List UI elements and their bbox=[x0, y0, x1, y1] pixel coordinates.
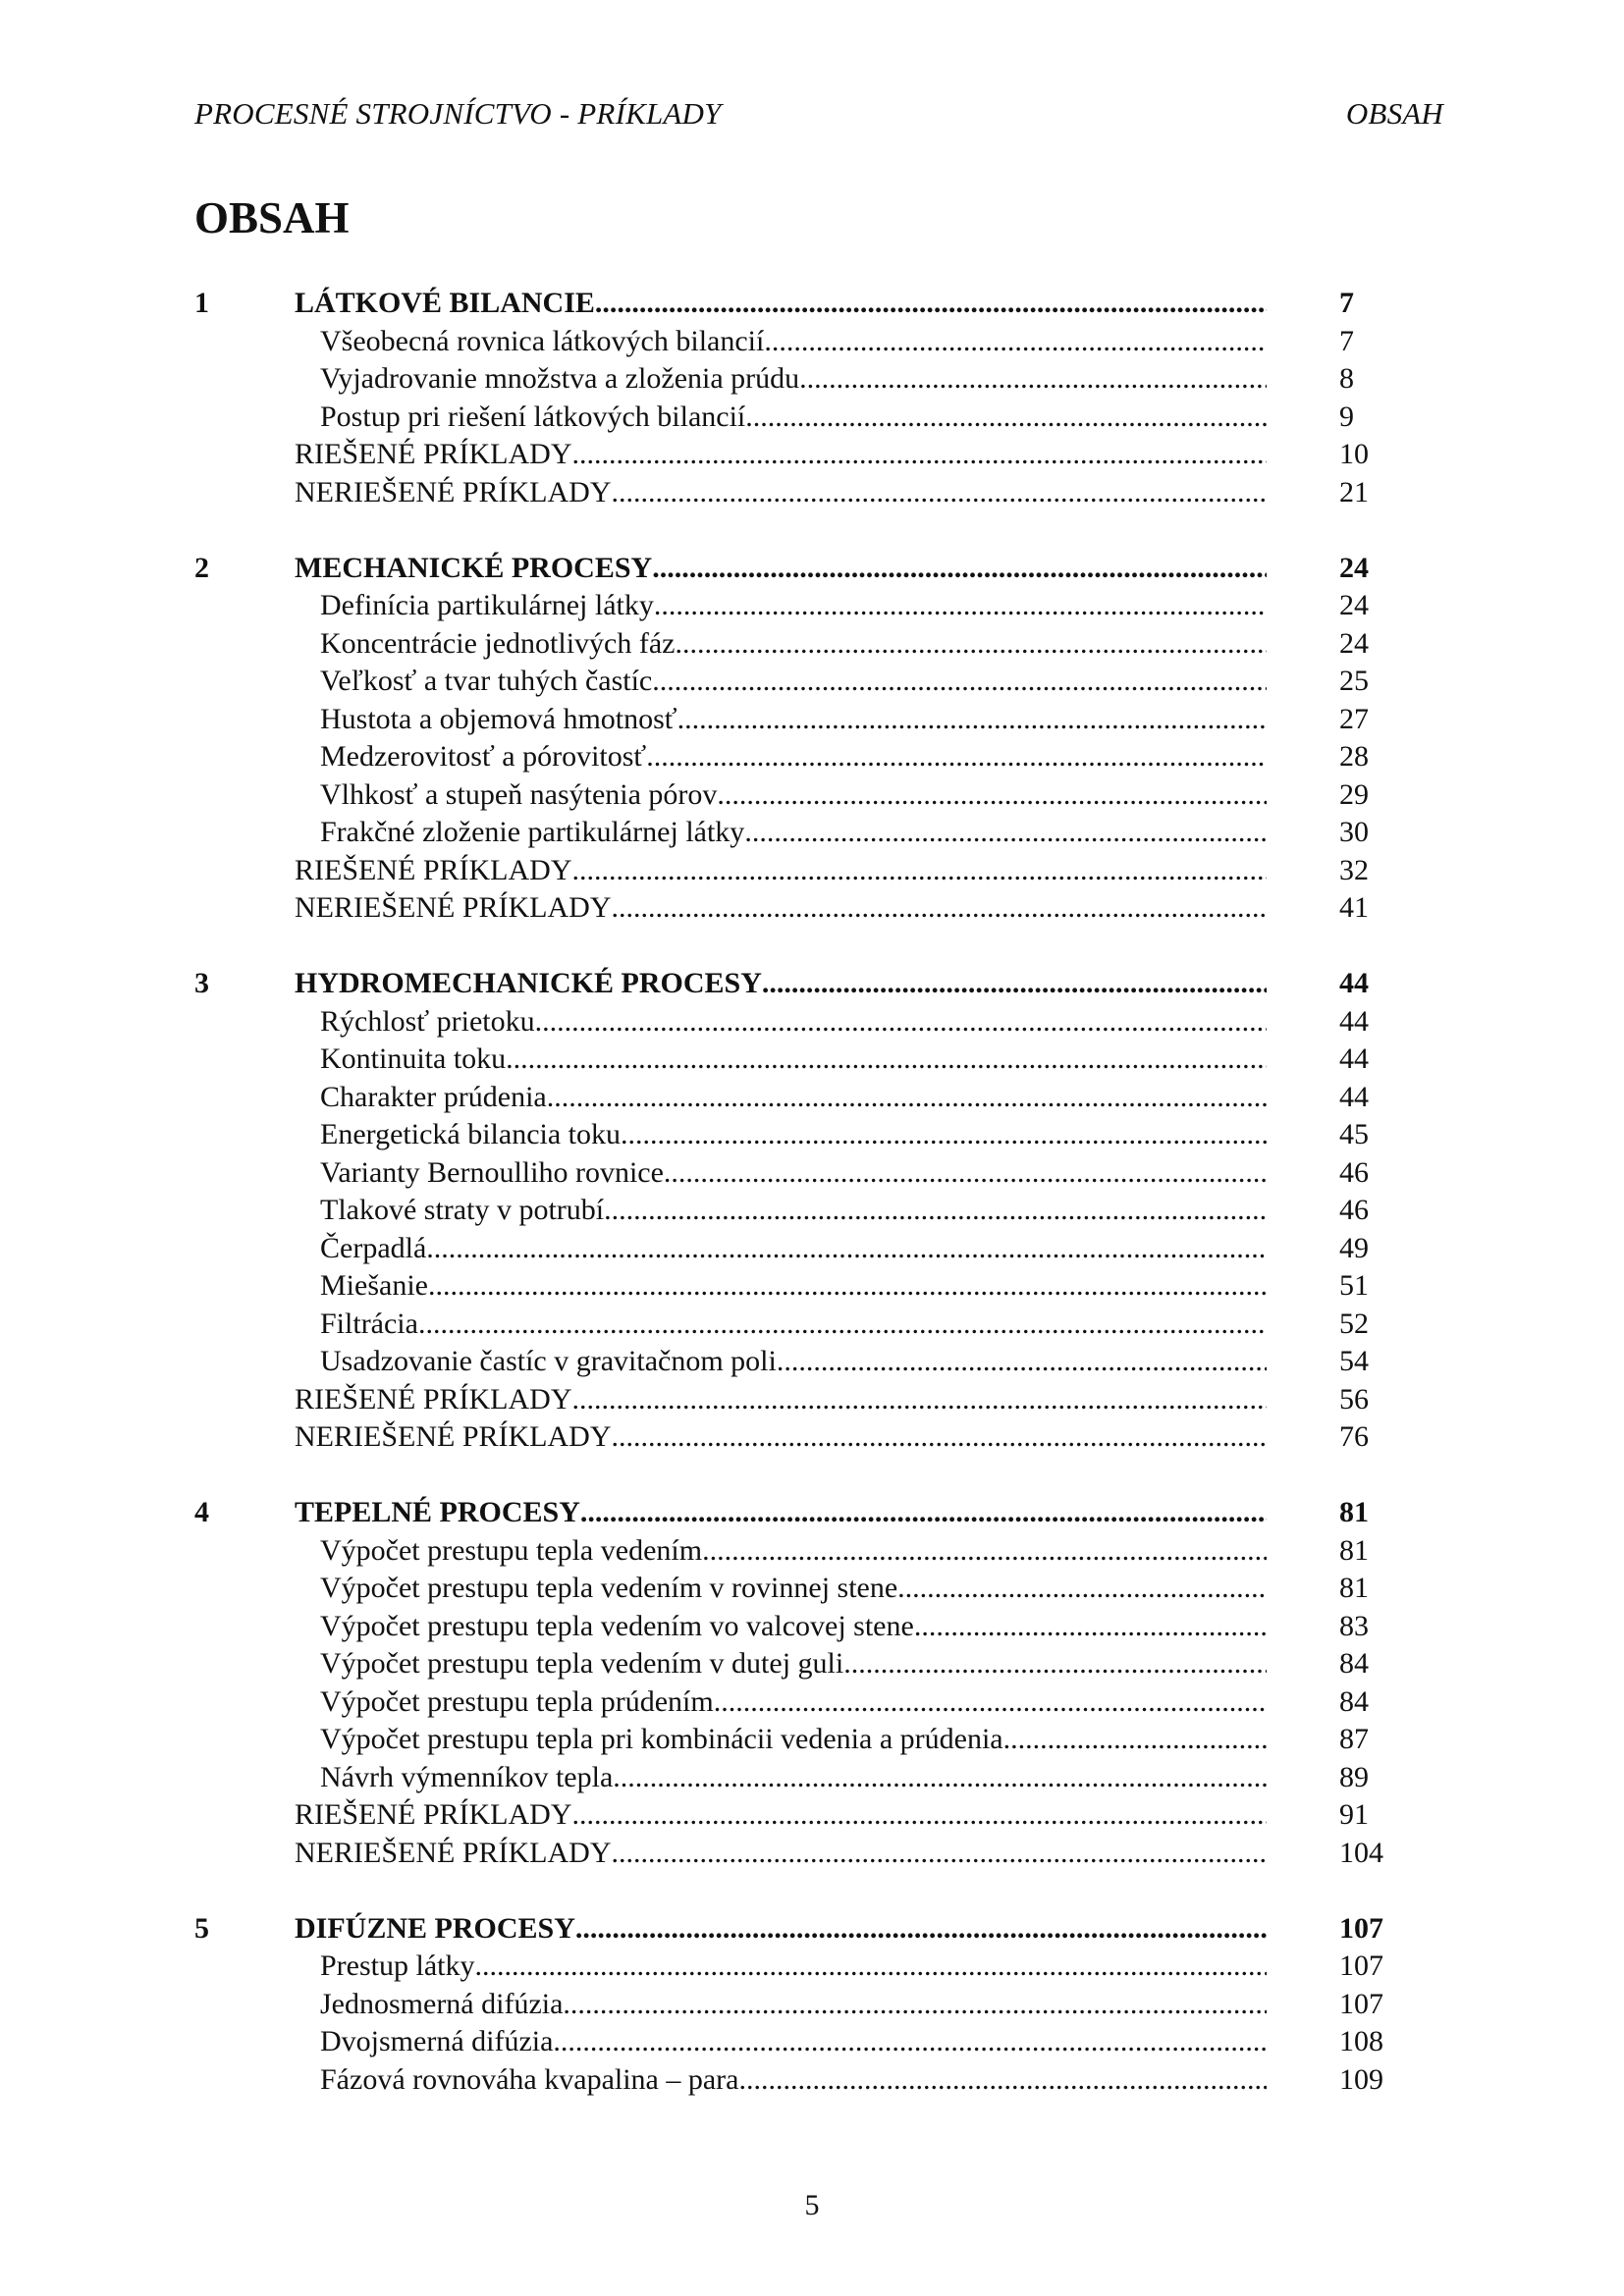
entry-title: Energetická bilancia toku bbox=[320, 1118, 621, 1150]
toc-row[interactable] bbox=[194, 814, 1398, 852]
page-ref: 107 bbox=[1339, 1987, 1383, 2020]
chapter-title: MECHANICKÉ PROCESY bbox=[295, 551, 653, 584]
toc-chapter bbox=[194, 1494, 1398, 1872]
entry-title: Postup pri riešení látkových bilancií bbox=[320, 400, 746, 433]
entry-title: Veľkosť a tvar tuhých častíc bbox=[320, 665, 653, 697]
entry-title: Kontinuita toku bbox=[320, 1042, 507, 1075]
page-ref: 52 bbox=[1339, 1307, 1369, 1340]
entry-title: Čerpadlá bbox=[320, 1231, 427, 1264]
toc-row[interactable] bbox=[194, 1948, 1398, 1986]
dot-leader bbox=[677, 701, 1267, 739]
chapter-title: HYDROMECHANICKÉ PROCESY bbox=[295, 967, 762, 999]
entry-title: Definícia partikulárnej látky bbox=[320, 589, 654, 621]
toc-row[interactable] bbox=[194, 1343, 1398, 1381]
running-header-section: OBSAH bbox=[1345, 96, 1443, 131]
page-ref: 24 bbox=[1339, 551, 1369, 584]
toc-row[interactable] bbox=[194, 1721, 1398, 1759]
dot-leader bbox=[744, 814, 1267, 852]
toc-row[interactable] bbox=[194, 1267, 1398, 1306]
toc-row[interactable] bbox=[194, 701, 1398, 739]
entry-title: Usadzovanie častíc v gravitačnom poli bbox=[320, 1345, 777, 1377]
toc-entry bbox=[320, 399, 1267, 437]
entry-title: Fázová rovnováha kvapalina – para bbox=[320, 2062, 739, 2096]
toc-entry bbox=[295, 1381, 1267, 1419]
dot-leader bbox=[595, 285, 1267, 323]
toc-row[interactable] bbox=[194, 2061, 1398, 2100]
toc-entry bbox=[320, 625, 1267, 664]
dot-leader bbox=[580, 1494, 1267, 1532]
entry-title: RIEŠENÉ PRÍKLADY bbox=[295, 438, 572, 470]
toc-entry bbox=[320, 1986, 1267, 2024]
toc-row[interactable] bbox=[194, 1381, 1398, 1419]
entry-title: RIEŠENÉ PRÍKLADY bbox=[295, 1382, 572, 1415]
entry-title: Koncentrácie jednotlivých fáz bbox=[320, 626, 676, 660]
page-ref: 107 bbox=[1339, 1911, 1383, 1945]
toc-entry bbox=[320, 1041, 1267, 1079]
toc-row[interactable] bbox=[194, 625, 1398, 664]
toc-entry bbox=[320, 1721, 1267, 1759]
page-ref: 25 bbox=[1339, 665, 1369, 697]
toc-entry bbox=[320, 663, 1267, 701]
page-ref: 83 bbox=[1339, 1609, 1369, 1642]
entry-title: Medzerovitosť a pórovitosť bbox=[320, 740, 647, 773]
page-ref: 44 bbox=[1339, 1080, 1369, 1113]
toc-entry bbox=[320, 738, 1267, 776]
toc-entry bbox=[295, 436, 1267, 474]
toc-entry bbox=[320, 1948, 1267, 1986]
page-ref: 9 bbox=[1339, 400, 1354, 433]
page-ref: 87 bbox=[1339, 1723, 1369, 1755]
toc-entry bbox=[295, 1494, 1267, 1532]
chapter-title: TEPELNÉ PROCESY bbox=[295, 1496, 580, 1528]
toc-row[interactable] bbox=[194, 1306, 1398, 1344]
toc-chapter-heading[interactable] bbox=[194, 550, 1398, 588]
entry-title: Rýchlosť prietoku bbox=[320, 1004, 535, 1038]
toc-entry bbox=[295, 1418, 1267, 1457]
toc-row[interactable] bbox=[194, 1532, 1398, 1571]
dot-leader bbox=[563, 1986, 1267, 2024]
running-header-title: PROCESNÉ STROJNÍCTVO - PRÍKLADY bbox=[194, 96, 722, 131]
toc-row[interactable] bbox=[194, 1570, 1398, 1608]
toc-row[interactable] bbox=[194, 1003, 1398, 1041]
toc-entry bbox=[320, 360, 1267, 399]
toc-entry bbox=[320, 1306, 1267, 1344]
toc-entry bbox=[295, 1796, 1267, 1835]
toc-entry bbox=[320, 776, 1267, 815]
dot-leader bbox=[612, 889, 1268, 928]
entry-title: Výpočet prestupu tepla vedením v rovinnej stene bbox=[320, 1572, 898, 1604]
page-ref: 54 bbox=[1339, 1345, 1369, 1377]
toc-entry bbox=[320, 1532, 1267, 1571]
toc-row[interactable] bbox=[194, 1079, 1398, 1117]
entry-title: NERIEŠENÉ PRÍKLADY bbox=[295, 1836, 612, 1869]
toc-row[interactable] bbox=[194, 1986, 1398, 2024]
toc-row[interactable] bbox=[194, 436, 1398, 474]
dot-leader bbox=[676, 625, 1268, 664]
dot-leader bbox=[426, 1230, 1267, 1268]
toc-row[interactable] bbox=[194, 323, 1398, 361]
dot-leader bbox=[739, 2061, 1268, 2100]
toc-entry bbox=[320, 1154, 1267, 1193]
toc-entry bbox=[320, 1003, 1267, 1041]
dot-leader bbox=[717, 776, 1267, 815]
entry-title: Výpočet prestupu tepla pri kombinácii vedenia a prúdenia bbox=[320, 1723, 1003, 1755]
toc-entry bbox=[320, 1079, 1267, 1117]
toc-row[interactable] bbox=[194, 1608, 1398, 1646]
dot-leader bbox=[547, 1079, 1267, 1117]
toc-row[interactable] bbox=[194, 1230, 1398, 1268]
toc-chapter-heading[interactable] bbox=[194, 285, 1398, 323]
page-ref: 84 bbox=[1339, 1684, 1369, 1718]
toc-entry bbox=[295, 285, 1267, 323]
page-ref: 7 bbox=[1339, 287, 1354, 319]
toc-chapter-heading[interactable] bbox=[194, 1910, 1398, 1949]
dot-leader bbox=[612, 1835, 1268, 1873]
dot-leader bbox=[654, 587, 1267, 625]
dot-leader bbox=[475, 1948, 1268, 1986]
dot-leader bbox=[572, 436, 1268, 474]
page-ref: 28 bbox=[1339, 740, 1369, 773]
page-ref: 81 bbox=[1339, 1533, 1369, 1567]
entry-title: Hustota a objemová hmotnosť bbox=[320, 702, 677, 735]
page-ref: 10 bbox=[1339, 438, 1369, 470]
dot-leader bbox=[418, 1306, 1267, 1344]
entry-title: NERIEŠENÉ PRÍKLADY bbox=[295, 1420, 612, 1453]
chapter-number: 3 bbox=[194, 967, 209, 999]
dot-leader bbox=[613, 1759, 1267, 1797]
page-ref: 27 bbox=[1339, 702, 1369, 735]
toc-entry bbox=[320, 323, 1267, 361]
dot-leader bbox=[428, 1267, 1267, 1306]
page-ref: 29 bbox=[1339, 777, 1369, 811]
toc-row[interactable] bbox=[194, 1759, 1398, 1797]
toc-entry bbox=[320, 1267, 1267, 1306]
entry-title: Všeobecná rovnica látkových bilancií bbox=[320, 324, 765, 357]
dot-leader bbox=[612, 1418, 1268, 1457]
toc-chapter bbox=[194, 1910, 1398, 2100]
chapter-title: LÁTKOVÉ BILANCIE bbox=[295, 287, 595, 319]
page-ref: 76 bbox=[1339, 1420, 1369, 1453]
dot-leader bbox=[652, 663, 1267, 701]
dot-leader bbox=[575, 1910, 1267, 1949]
dot-leader bbox=[764, 323, 1267, 361]
dot-leader bbox=[535, 1003, 1267, 1041]
toc-entry bbox=[320, 587, 1267, 625]
entry-title: Miešanie bbox=[320, 1269, 428, 1302]
entry-title: NERIEŠENÉ PRÍKLADY bbox=[295, 891, 612, 924]
toc-row[interactable] bbox=[194, 1192, 1398, 1230]
page-ref: 45 bbox=[1339, 1118, 1369, 1150]
toc-entry bbox=[320, 1570, 1267, 1608]
toc-entry bbox=[295, 889, 1267, 928]
entry-title: Charakter prúdenia bbox=[320, 1080, 547, 1113]
toc-row[interactable] bbox=[194, 1041, 1398, 1079]
page-ref: 44 bbox=[1339, 1042, 1369, 1075]
page-ref: 32 bbox=[1339, 853, 1369, 886]
chapter-title: DIFÚZNE PROCESY bbox=[295, 1911, 575, 1945]
toc-entry bbox=[320, 1683, 1267, 1722]
entry-title: RIEŠENÉ PRÍKLADY bbox=[295, 853, 572, 886]
toc-row[interactable] bbox=[194, 474, 1398, 512]
page-title: OBSAH bbox=[194, 193, 350, 242]
entry-title: Varianty Bernoulliho rovnice bbox=[320, 1155, 664, 1189]
page-ref: 8 bbox=[1339, 362, 1354, 395]
dot-leader bbox=[572, 852, 1268, 890]
toc-row[interactable] bbox=[194, 2023, 1398, 2061]
page-ref: 44 bbox=[1339, 967, 1369, 999]
entry-title: Tlakové straty v potrubí bbox=[320, 1194, 605, 1226]
chapter-number: 1 bbox=[194, 287, 209, 319]
page-ref: 21 bbox=[1339, 475, 1369, 508]
dot-leader bbox=[646, 738, 1267, 776]
dot-leader bbox=[799, 360, 1267, 399]
toc-chapter-heading[interactable] bbox=[194, 965, 1398, 1003]
toc-row[interactable] bbox=[194, 587, 1398, 625]
toc-row[interactable] bbox=[194, 1418, 1398, 1457]
page-ref: 30 bbox=[1339, 816, 1369, 848]
dot-leader bbox=[664, 1154, 1267, 1193]
entry-title: Dvojsmerná difúzia bbox=[320, 2025, 554, 2057]
dot-leader bbox=[572, 1796, 1268, 1835]
toc-entry bbox=[295, 852, 1267, 890]
dot-leader bbox=[652, 550, 1267, 588]
page-ref: 41 bbox=[1339, 891, 1369, 924]
toc-row[interactable] bbox=[194, 776, 1398, 815]
toc-row[interactable] bbox=[194, 1154, 1398, 1193]
entry-title: NERIEŠENÉ PRÍKLADY bbox=[295, 475, 612, 508]
entry-title: Výpočet prestupu tepla vedením bbox=[320, 1533, 703, 1567]
toc-chapter bbox=[194, 285, 1398, 511]
toc-entry bbox=[320, 701, 1267, 739]
entry-title: Vyjadrovanie množstva a zloženia prúdu bbox=[320, 362, 800, 395]
page-ref: 7 bbox=[1339, 324, 1354, 357]
running-header bbox=[194, 96, 1443, 139]
toc-row[interactable] bbox=[194, 852, 1398, 890]
toc-entry bbox=[320, 1608, 1267, 1646]
toc-row[interactable] bbox=[194, 1116, 1398, 1154]
toc-entry bbox=[320, 1230, 1267, 1268]
dot-leader bbox=[572, 1381, 1268, 1419]
page-ref: 81 bbox=[1339, 1572, 1369, 1604]
dot-leader bbox=[714, 1683, 1267, 1722]
page-ref: 46 bbox=[1339, 1155, 1369, 1189]
dot-leader bbox=[1003, 1721, 1267, 1759]
toc-row[interactable] bbox=[194, 1835, 1398, 1873]
dot-leader bbox=[604, 1192, 1267, 1230]
entry-title: Návrh výmenníkov tepla bbox=[320, 1760, 614, 1793]
page-ref: 24 bbox=[1339, 626, 1369, 660]
dot-leader bbox=[702, 1532, 1267, 1571]
dot-leader bbox=[612, 474, 1268, 512]
toc-entry bbox=[320, 2061, 1267, 2100]
dot-leader bbox=[762, 965, 1267, 1003]
dot-leader bbox=[745, 399, 1267, 437]
toc-row[interactable] bbox=[194, 1645, 1398, 1683]
page-ref: 24 bbox=[1339, 589, 1369, 621]
page-ref: 91 bbox=[1339, 1798, 1369, 1831]
toc-entry bbox=[295, 474, 1267, 512]
entry-title: Frakčné zloženie partikulárnej látky bbox=[320, 816, 745, 848]
dot-leader bbox=[506, 1041, 1267, 1079]
toc-row[interactable] bbox=[194, 889, 1398, 928]
toc-entry bbox=[295, 1910, 1267, 1949]
entry-title: Filtrácia bbox=[320, 1307, 418, 1340]
page-ref: 108 bbox=[1339, 2025, 1383, 2057]
dot-leader bbox=[621, 1116, 1267, 1154]
entry-title: Výpočet prestupu tepla vedením v dutej guli bbox=[320, 1647, 844, 1680]
page-ref: 44 bbox=[1339, 1004, 1369, 1038]
chapter-number: 5 bbox=[194, 1911, 209, 1945]
toc-row[interactable] bbox=[194, 360, 1398, 399]
dot-leader bbox=[553, 2023, 1267, 2061]
toc-entry bbox=[320, 2023, 1267, 2061]
toc-chapter bbox=[194, 965, 1398, 1457]
page-ref: 81 bbox=[1339, 1496, 1369, 1528]
toc-entry bbox=[295, 1835, 1267, 1873]
entry-title: RIEŠENÉ PRÍKLADY bbox=[295, 1798, 572, 1831]
toc-row[interactable] bbox=[194, 1796, 1398, 1835]
toc-row[interactable] bbox=[194, 738, 1398, 776]
page-ref: 109 bbox=[1339, 2062, 1383, 2096]
page-number: 5 bbox=[804, 2189, 820, 2221]
dot-leader bbox=[777, 1343, 1267, 1381]
dot-leader bbox=[897, 1570, 1267, 1608]
entry-title: Jednosmerná difúzia bbox=[320, 1987, 564, 2020]
chapter-number: 2 bbox=[194, 551, 209, 584]
toc-entry bbox=[320, 1343, 1267, 1381]
toc-entry bbox=[320, 1116, 1267, 1154]
page-ref: 107 bbox=[1339, 1949, 1383, 1982]
entry-title: Prestup látky bbox=[320, 1949, 475, 1982]
toc-entry bbox=[295, 965, 1267, 1003]
toc-entry bbox=[320, 1645, 1267, 1683]
toc-chapter bbox=[194, 550, 1398, 928]
toc-row[interactable] bbox=[194, 399, 1398, 437]
chapter-number: 4 bbox=[194, 1496, 209, 1528]
page-ref: 89 bbox=[1339, 1760, 1369, 1793]
entry-title: Výpočet prestupu tepla prúdením bbox=[320, 1684, 714, 1718]
toc-entry bbox=[320, 1192, 1267, 1230]
page-ref: 46 bbox=[1339, 1194, 1369, 1226]
page-ref: 51 bbox=[1339, 1269, 1369, 1302]
entry-title: Výpočet prestupu tepla vedením vo valcovej stene bbox=[320, 1609, 914, 1642]
dot-leader bbox=[843, 1645, 1267, 1683]
toc-chapter-heading[interactable] bbox=[194, 1494, 1398, 1532]
dot-leader bbox=[914, 1608, 1267, 1646]
toc-row[interactable] bbox=[194, 1683, 1398, 1722]
page-ref: 104 bbox=[1339, 1836, 1383, 1869]
toc-entry bbox=[295, 550, 1267, 588]
table-of-contents bbox=[194, 285, 1398, 2137]
toc-entry bbox=[320, 1759, 1267, 1797]
page-ref: 56 bbox=[1339, 1382, 1369, 1415]
page-ref: 84 bbox=[1339, 1647, 1369, 1680]
toc-entry bbox=[320, 814, 1267, 852]
toc-row[interactable] bbox=[194, 663, 1398, 701]
page-ref: 49 bbox=[1339, 1231, 1369, 1264]
entry-title: Vlhkosť a stupeň nasýtenia pórov bbox=[320, 777, 718, 811]
